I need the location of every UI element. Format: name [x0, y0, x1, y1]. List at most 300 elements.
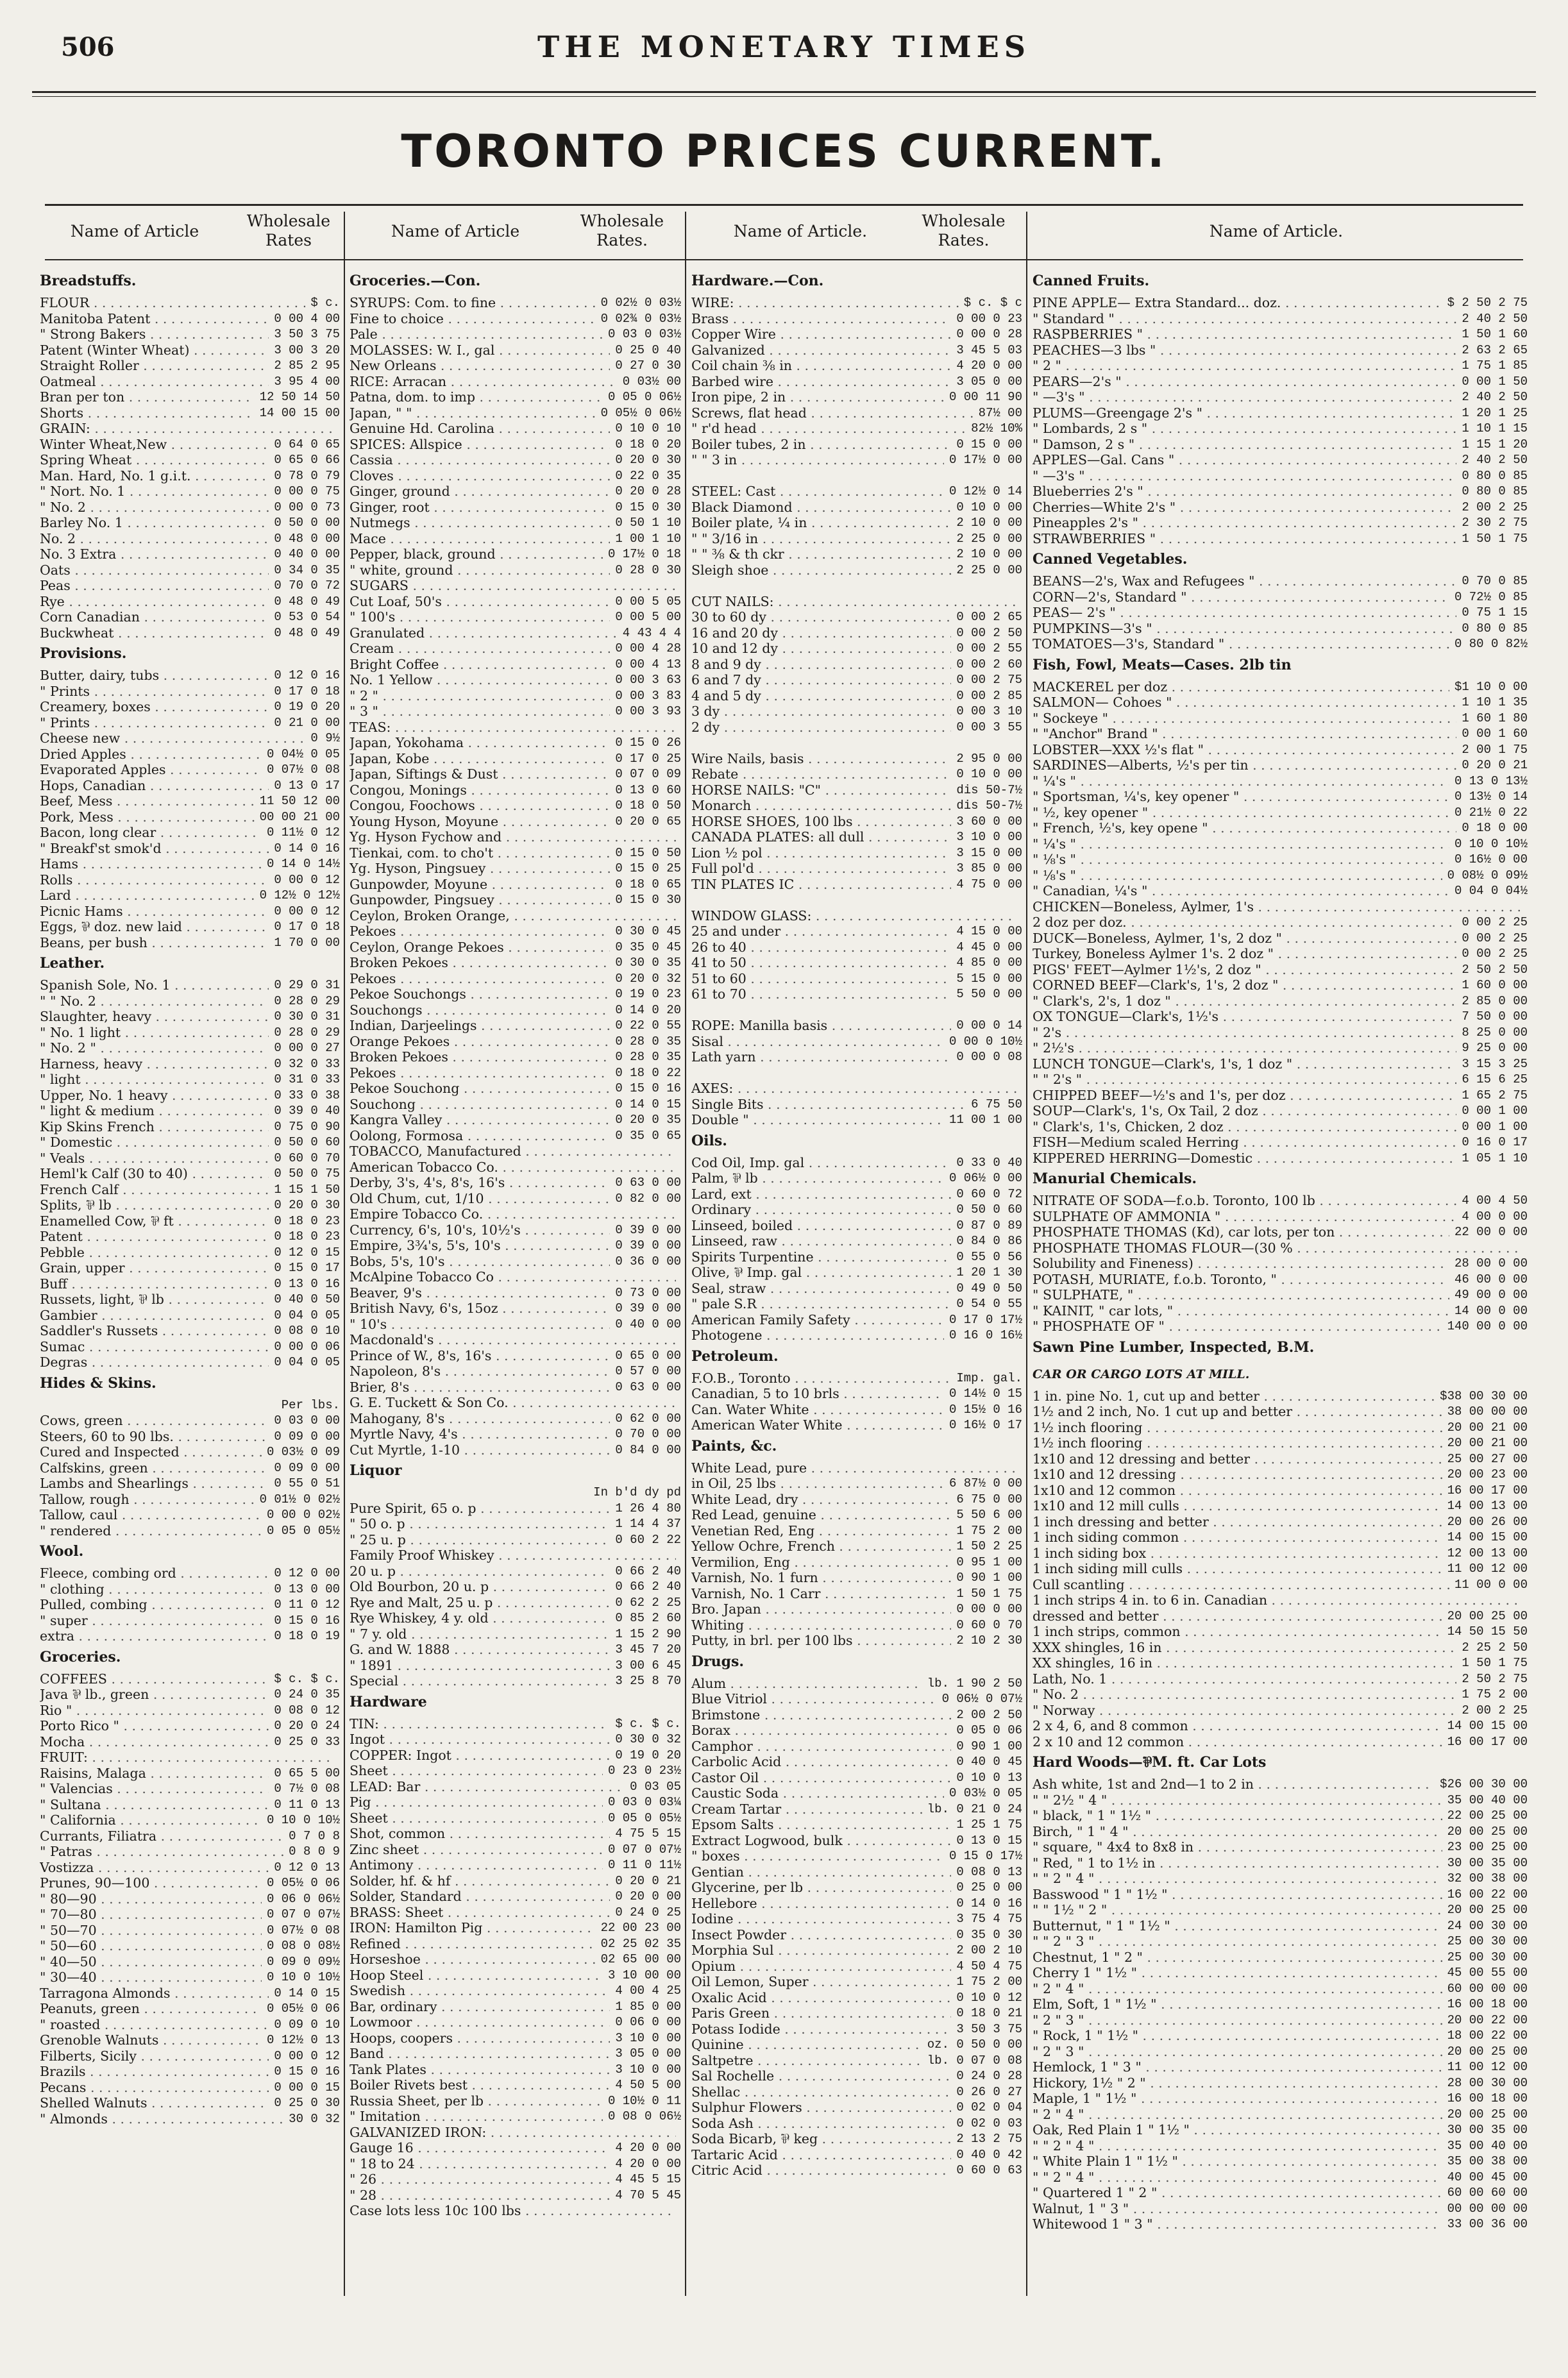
price-row: [350, 1238, 681, 1254]
wholesale-rate: 14 00 15 00: [259, 405, 340, 420]
price-row: [350, 688, 681, 704]
article-name: Cut Myrtle, 1-10 . . .: [350, 1442, 610, 1458]
price-row: [691, 1417, 1022, 1433]
price-row: [691, 1833, 1022, 1849]
article-name: " Nort. No. 1 . . .: [40, 484, 269, 500]
wholesale-rate: 1 75 1 85: [1462, 358, 1528, 373]
wholesale-rate: 0 20 0 21: [615, 1873, 681, 1888]
wholesale-rate: 0 70 0 00: [615, 1427, 681, 1441]
section-title: Leather.: [40, 956, 105, 972]
wholesale-rate: 2 50 2 75: [1462, 1671, 1528, 1686]
wholesale-rate: 0 14½ 0 15: [948, 1387, 1022, 1401]
wholesale-rate: 0 65 0 00: [615, 1348, 681, 1363]
article-name: Soda Bicarb, ⅌ keg . . .: [691, 2131, 951, 2147]
wholesale-rate: 2 30 2 75: [1462, 516, 1528, 530]
price-row: [350, 814, 681, 830]
price-row: [350, 2046, 681, 2062]
price-column-4: [1033, 268, 1528, 2340]
wholesale-rate: [1017, 892, 1022, 908]
price-row: [350, 940, 681, 956]
wholesale-rate: 0 09 0 00: [274, 1460, 340, 1475]
price-row: [40, 421, 340, 437]
price-row: [691, 845, 1022, 861]
article-name: FLOUR . . .: [40, 295, 305, 311]
wholesale-rate: 0 27 0 30: [615, 358, 681, 373]
price-row: [40, 872, 340, 888]
price-row: [691, 1974, 1022, 1990]
article-name: Japan, " " . . .: [350, 405, 596, 421]
article-name: 3 dy . . .: [691, 704, 951, 720]
price-row: [1033, 295, 1528, 311]
section-title: CAR OR CARGO LOTS AT MILL.: [1033, 1367, 1250, 1381]
article-name: " "Anchor" Brand " . . .: [1033, 726, 1456, 742]
wholesale-rate: 1 75 2 00: [1462, 1687, 1528, 1701]
price-row: [350, 2125, 681, 2141]
article-name: " 40—50 . . .: [40, 1954, 262, 1970]
wholesale-rate: 0 06½ 0 07½: [941, 1692, 1022, 1706]
price-row: [691, 484, 1022, 500]
article-name: FISH—Medium scaled Herring . . .: [1033, 1134, 1456, 1151]
article-name: Granulated . . .: [350, 625, 618, 641]
wholesale-rate: Per lbs.: [281, 1397, 340, 1412]
article-name: Congou, Monings . . .: [350, 782, 610, 798]
article-name: White Lead, pure . . .: [691, 1460, 1017, 1476]
wholesale-rate: 0 15 0 17½: [948, 1849, 1022, 1863]
wholesale-rate: 25 00 27 00: [1447, 1451, 1528, 1466]
section-heading: [1033, 657, 1528, 679]
price-row: [40, 809, 340, 825]
price-row: [691, 1617, 1022, 1633]
price-row: [691, 720, 1022, 736]
price-row: [40, 1923, 340, 1939]
section-title: Groceries.—Con.: [350, 273, 481, 289]
article-name: SYRUPS: Com. to fine . . .: [350, 295, 596, 311]
wholesale-rate: 0 00 1 00: [1462, 1104, 1528, 1118]
price-row: [691, 877, 1022, 893]
article-name: Lambs and Shearlings . . .: [40, 1476, 269, 1492]
article-name: Butternut, " 1 " 1½ " . . .: [1033, 1918, 1442, 1934]
article-name: HORSE SHOES, 100 lbs . . .: [691, 814, 951, 830]
price-row: [40, 715, 340, 731]
price-row: [350, 1049, 681, 1065]
article-name: Rolls . . .: [40, 872, 269, 888]
wholesale-rate: 0 22 0 55: [615, 1018, 681, 1033]
article-name: Vostizza . . .: [40, 1860, 269, 1876]
price-row: [350, 515, 681, 531]
wholesale-rate: 0 12 0 16: [274, 668, 340, 682]
price-row: [1033, 1981, 1528, 1997]
article-name: Young Hyson, Moyune . . .: [350, 814, 610, 830]
article-name: Pekoe Souchongs . . .: [350, 986, 610, 1002]
article-name: " light & medium . . .: [40, 1103, 269, 1119]
article-name: BEANS—2's, Wax and Refugees " . . .: [1033, 573, 1456, 589]
wholesale-rate: 0 84 0 86: [956, 1234, 1022, 1248]
article-name: Heml'k Calf (30 to 40) . . .: [40, 1166, 269, 1182]
price-row: [350, 2140, 681, 2156]
wholesale-rate: 0 10 0 10½: [1454, 836, 1528, 851]
price-row: [1033, 805, 1528, 821]
wholesale-rate: 0 82 0 00: [615, 1191, 681, 1206]
article-name: " French, ½'s, key opene " . . .: [1033, 820, 1456, 836]
wholesale-rate: [676, 1269, 681, 1285]
wholesale-rate: 1 14 4 37: [615, 1517, 681, 1531]
wholesale-rate: 1 15 1 20: [1462, 437, 1528, 451]
price-row: [350, 295, 681, 311]
price-row: [350, 405, 681, 421]
price-row: [350, 358, 681, 374]
article-name: " 2 " 4 " . . .: [1033, 2107, 1442, 2123]
wholesale-rate: 16 00 17 00: [1447, 1483, 1528, 1497]
wholesale-rate: 5 15 0 00: [956, 971, 1022, 986]
wholesale-rate: 0 95 1 00: [956, 1555, 1022, 1569]
article-name: " 2 " 3 " . . .: [1033, 2012, 1442, 2028]
article-name: Oil Lemon, Super . . .: [691, 1974, 951, 1990]
price-row: [350, 421, 681, 437]
price-row: [691, 704, 1022, 720]
article-name: " 2½'s . . .: [1033, 1040, 1456, 1056]
article-name: Vermilion, Eng . . .: [691, 1555, 951, 1571]
article-name: Lion ½ pol . . .: [691, 845, 951, 861]
wholesale-rate: 4 00 4 50: [1462, 1193, 1528, 1208]
wholesale-rate: 9 25 0 00: [1462, 1041, 1528, 1055]
wholesale-rate: 0 15 0 16: [615, 1081, 681, 1095]
article-name: Tienkai, com. to cho't . . .: [350, 845, 610, 861]
article-name: " ⅛'s " . . .: [1033, 852, 1449, 868]
wholesale-rate: 2 50 2 50: [1462, 962, 1528, 977]
price-row: [1033, 977, 1528, 993]
wholesale-rate: 0 60 0 70: [274, 1151, 340, 1165]
price-row: [350, 704, 681, 720]
article-name: 1 inch dressing and better . . .: [1033, 1514, 1442, 1530]
price-row: [691, 1296, 1022, 1312]
wholesale-rate: 0 00 4 28: [615, 641, 681, 655]
article-name: Black Diamond . . .: [691, 500, 951, 516]
article-name: Souchong . . .: [350, 1097, 610, 1113]
price-row: [1033, 1950, 1528, 1966]
price-row: [691, 1170, 1022, 1186]
price-row: [691, 2068, 1022, 2084]
price-row: [1033, 1561, 1528, 1577]
wholesale-rate: 0 80 0 85: [1462, 621, 1528, 636]
price-row: [40, 515, 340, 531]
wholesale-rate: 0 40 0 42: [956, 2147, 1022, 2162]
wholesale-rate: 0 10 0 10½: [266, 1813, 340, 1827]
wholesale-rate: [1017, 1002, 1022, 1018]
wholesale-rate: 0 20 0 24: [274, 1719, 340, 1733]
wholesale-rate: 3 95 4 00: [274, 374, 340, 389]
price-row: [40, 452, 340, 468]
wholesale-rate: 3 45 5 03: [956, 342, 1022, 357]
article-name: 16 and 20 dy . . .: [691, 625, 951, 641]
price-row: [691, 1927, 1022, 1943]
article-name: Japan, Kobe . . .: [350, 751, 610, 767]
article-name: Steers, 60 to 90 lbs. . . .: [40, 1429, 269, 1445]
article-name: Sulphur Flowers . . .: [691, 2100, 951, 2116]
price-row: [1033, 1224, 1528, 1240]
article-name: Harness, heavy . . .: [40, 1056, 269, 1072]
article-name: Tarragona Almonds . . .: [40, 1986, 269, 2002]
wholesale-rate: 4 00 0 00: [1462, 1209, 1528, 1224]
price-row: [1033, 437, 1528, 453]
article-name: 2 x 10 and 12 common . . .: [1033, 1734, 1442, 1750]
column-divider: [344, 212, 345, 2296]
article-name: Boiler tubes, 2 in . . .: [691, 437, 951, 453]
article-name: Shorts . . .: [40, 405, 255, 421]
price-row: [1033, 711, 1528, 727]
article-name: Gunpowder, Moyune . . .: [350, 877, 610, 893]
wholesale-rate: 46 00 0 00: [1454, 1272, 1528, 1286]
price-row: [691, 1739, 1022, 1755]
wholesale-rate: 0 29 0 31: [274, 978, 340, 992]
price-row: [350, 1547, 681, 1564]
article-name: Hoops, coopers . . .: [350, 2030, 610, 2046]
price-row: [1033, 946, 1528, 962]
price-row: [350, 1081, 681, 1097]
wholesale-rate: 14 50 15 50: [1447, 1624, 1528, 1639]
wholesale-rate: 16 00 17 00: [1447, 1734, 1528, 1749]
article-name: Ordinary . . .: [691, 1202, 951, 1218]
article-name: McAlpine Tobacco Co . . .: [350, 1269, 676, 1285]
journal-name: THE MONETARY TIMES: [537, 30, 1031, 64]
article-name: APPLES—Gal. Cans " . . .: [1033, 452, 1456, 468]
price-row: [350, 2077, 681, 2093]
article-name: Pekoes . . .: [350, 923, 610, 940]
price-row: [350, 1842, 681, 1858]
wholesale-rate: 02 65 00 00: [600, 1952, 681, 1966]
article-name: Barley No. 1 . . .: [40, 515, 269, 531]
price-row: [691, 421, 1022, 437]
wholesale-rate: 1 50 1 75: [1462, 1656, 1528, 1670]
article-name: Picnic Hams . . .: [40, 904, 269, 920]
article-name: Walnut, 1 " 3 " . . .: [1033, 2201, 1442, 2217]
article-name: 1 inch siding box . . .: [1033, 1546, 1442, 1562]
price-row: [691, 500, 1022, 516]
wholesale-rate: 0 35 0 45: [615, 940, 681, 954]
price-row: [40, 1613, 340, 1629]
wholesale-rate: 2 40 2 50: [1462, 390, 1528, 404]
wholesale-rate: 0 63 0 00: [615, 1176, 681, 1190]
price-row: [40, 1072, 340, 1088]
wholesale-rate: 2 00 1 75: [1462, 742, 1528, 757]
wholesale-rate: 0 00 2 55: [956, 641, 1022, 655]
wholesale-rate: 0 07 0 07½: [607, 1842, 681, 1857]
article-name: Morphia Sul . . .: [691, 1943, 951, 1959]
price-row: [350, 845, 681, 861]
price-row: [1033, 2059, 1528, 2075]
price-row: [1033, 1546, 1528, 1562]
article-name: American Tobacco Co. . . .: [350, 1159, 676, 1176]
article-name: " 2's . . .: [1033, 1025, 1456, 1041]
price-row: [691, 766, 1022, 782]
price-row: [350, 1222, 681, 1238]
article-name: " " 2½ " 4 " . . .: [1033, 1792, 1442, 1809]
wholesale-rate: 3 05 0 00: [956, 374, 1022, 389]
wholesale-rate: 3 10 00 00: [607, 1968, 681, 1982]
article-name: Cream . . .: [350, 641, 610, 657]
wholesale-rate: 0 12 0 15: [274, 1245, 340, 1260]
price-row: [1033, 1918, 1528, 1934]
price-row: [350, 500, 681, 516]
wholesale-rate: 16 00 18 00: [1447, 2091, 1528, 2105]
article-name: Glycerine, per lb . . .: [691, 1880, 951, 1896]
article-name: Carbolic Acid . . .: [691, 1754, 951, 1770]
rates-heading: Wholesale Rates.: [580, 212, 664, 249]
wholesale-rate: [676, 908, 681, 924]
wholesale-rate: 0 09 0 09½: [266, 1954, 340, 1969]
price-row: [40, 1875, 340, 1891]
article-name: STEEL: Cast . . .: [691, 484, 944, 500]
section-title: Hardware: [350, 1694, 427, 1710]
article-name: Buckwheat . . .: [40, 625, 269, 641]
section-heading: [691, 1133, 1022, 1155]
article-name: TIN PLATES IC . . .: [691, 877, 951, 893]
article-name: CANADA PLATES: all dull . . .: [691, 829, 951, 845]
article-name: COFFEES . . .: [40, 1671, 269, 1687]
price-row: [1033, 1272, 1528, 1288]
price-row: [350, 1857, 681, 1873]
article-name: Quinine . . .: [691, 2037, 922, 2053]
article-name: " ¼'s " . . .: [1033, 836, 1449, 852]
article-name: 2 x 4, 6, and 8 common . . .: [1033, 1718, 1442, 1734]
price-row: [691, 1370, 1022, 1387]
price-row: [1033, 695, 1528, 711]
price-row: [40, 1182, 340, 1198]
article-name: PLUMS—Greengage 2's " . . .: [1033, 405, 1456, 421]
article-name: Shellac . . .: [691, 2084, 951, 2100]
article-name: 1 in. pine No. 1, cut up and better . . .: [1033, 1388, 1435, 1404]
article-name: Pecans . . .: [40, 2080, 269, 2096]
wholesale-rate: 0 26 0 27: [956, 2084, 1022, 2099]
price-row: [691, 1864, 1022, 1880]
wholesale-rate: 0 80 0 85: [1462, 468, 1528, 483]
price-row: [350, 594, 681, 610]
article-name: Seal, straw . . .: [691, 1281, 951, 1297]
wholesale-rate: $ c. $ c.: [274, 1671, 340, 1686]
wholesale-rate: 0 17 0 25: [615, 751, 681, 766]
price-row: [691, 1002, 1022, 1018]
price-row: [1033, 2185, 1528, 2201]
wholesale-rate: 0 20 0 32: [615, 971, 681, 986]
price-row: [691, 452, 1022, 468]
article-name: Barbed wire . . .: [691, 374, 951, 390]
price-row: [40, 825, 340, 841]
article-name: Lath, No. 1 . . .: [1033, 1671, 1456, 1687]
wholesale-rate: 16 00 18 00: [1447, 1997, 1528, 2011]
price-row: [40, 1718, 340, 1734]
wholesale-rate: 2 25 0 00: [956, 531, 1022, 546]
price-row: [691, 311, 1022, 327]
wholesale-rate: 0 00 11 90: [948, 390, 1022, 404]
article-name: Mace . . .: [350, 531, 610, 547]
page-number: 506: [61, 32, 115, 62]
wholesale-rate: 0 03½ 0 09: [266, 1445, 340, 1459]
article-name: Sisal . . .: [691, 1034, 944, 1050]
article-name: " Domestic . . .: [40, 1134, 269, 1151]
wholesale-rate: 0 14 0 14½: [266, 857, 340, 871]
wholesale-rate: 0 00 4 00: [274, 311, 340, 326]
wholesale-rate: 0 25 0 00: [956, 1880, 1022, 1894]
section-heading: [40, 1649, 340, 1671]
header-rule: [32, 91, 1536, 93]
wholesale-rate: 20 00 25 00: [1447, 1903, 1528, 1917]
wholesale-rate: 0 07½ 0 08: [266, 763, 340, 777]
article-name: Yg. Hyson Fychow and . . .: [350, 829, 676, 845]
price-row: [691, 1523, 1022, 1539]
price-row: [350, 342, 681, 358]
article-name: Filberts, Sicily . . .: [40, 2048, 269, 2064]
price-row: [40, 1581, 340, 1598]
article-name: Bran per ton . . .: [40, 389, 255, 405]
wholesale-rate: $38 00 30 00: [1440, 1388, 1528, 1403]
article-name: " " ⅜ & th ckr . . .: [691, 546, 951, 562]
wholesale-rate: 0 10 0 12: [956, 1990, 1022, 2005]
price-row: [1033, 589, 1528, 605]
price-row: [691, 1402, 1022, 1418]
article-name: " white, ground . . .: [350, 562, 610, 578]
article-name: Old Bourbon, 20 u. p . . .: [350, 1579, 610, 1595]
wholesale-rate: 2 25 2 50: [1462, 1640, 1528, 1655]
article-name: Winter Wheat,New . . .: [40, 437, 269, 453]
wholesale-rate: lb. 0 07 0 08: [927, 2053, 1022, 2068]
article-name: Bobs, 5's, 10's . . .: [350, 1254, 610, 1270]
price-row: [40, 1703, 340, 1719]
wholesale-rate: 0 65 0 66: [274, 453, 340, 467]
article-name: Brazils . . .: [40, 2064, 269, 2080]
price-row: [40, 2017, 340, 2033]
price-row: [350, 877, 681, 893]
article-name: AXES: . . .: [691, 1081, 1017, 1097]
wholesale-rate: 60 00 60 00: [1447, 2186, 1528, 2200]
price-row: [1033, 1404, 1528, 1420]
price-row: [691, 1281, 1022, 1297]
wholesale-rate: [1522, 1592, 1528, 1608]
wholesale-rate: 0 14 0 16: [274, 841, 340, 856]
article-name: Screws, flat head . . .: [691, 405, 974, 421]
article-name: Zinc sheet . . .: [350, 1842, 603, 1858]
price-row: [350, 1626, 681, 1642]
price-row: [350, 2188, 681, 2204]
price-row: [691, 986, 1022, 1002]
article-name: Russets, light, ⅌ lb . . .: [40, 1292, 269, 1308]
article-name: Buff . . .: [40, 1276, 269, 1292]
price-row: [350, 2062, 681, 2078]
article-name: CORNED BEEF—Clark's, 1's, 2 doz " . . .: [1033, 977, 1456, 993]
article-name: Spirits Turpentine . . .: [691, 1249, 951, 1265]
wholesale-rate: 0 32 0 33: [274, 1056, 340, 1071]
wholesale-rate: 0 02 0 03: [956, 2116, 1022, 2130]
price-row: [691, 1460, 1022, 1476]
article-name: TEAS: . . .: [350, 720, 676, 736]
wholesale-rate: 0 00 3 93: [615, 704, 681, 718]
article-name: Upper, No. 1 heavy . . .: [40, 1088, 269, 1104]
article-name: " —3's " . . .: [1033, 389, 1456, 405]
price-row: [40, 762, 340, 778]
price-row: [691, 1265, 1022, 1281]
running-header: [0, 26, 1568, 90]
wholesale-rate: 14 00 0 00: [1454, 1303, 1528, 1318]
wholesale-rate: 0 08 0 10: [274, 1324, 340, 1338]
wholesale-rate: 0 19 0 20: [615, 1748, 681, 1762]
article-name: Congou, Foochows . . .: [350, 798, 610, 814]
article-name: MACKEREL per doz . . .: [1033, 679, 1449, 695]
wholesale-rate: 2 63 2 65: [1462, 342, 1528, 357]
wholesale-rate: 0 13 0 16: [274, 1276, 340, 1291]
price-row: [1033, 1965, 1528, 1981]
article-name: Gauge 16 . . .: [350, 2140, 610, 2156]
price-row: [40, 1245, 340, 1261]
price-row: [350, 1442, 681, 1458]
wholesale-rate: 0 19 0 20: [274, 700, 340, 714]
